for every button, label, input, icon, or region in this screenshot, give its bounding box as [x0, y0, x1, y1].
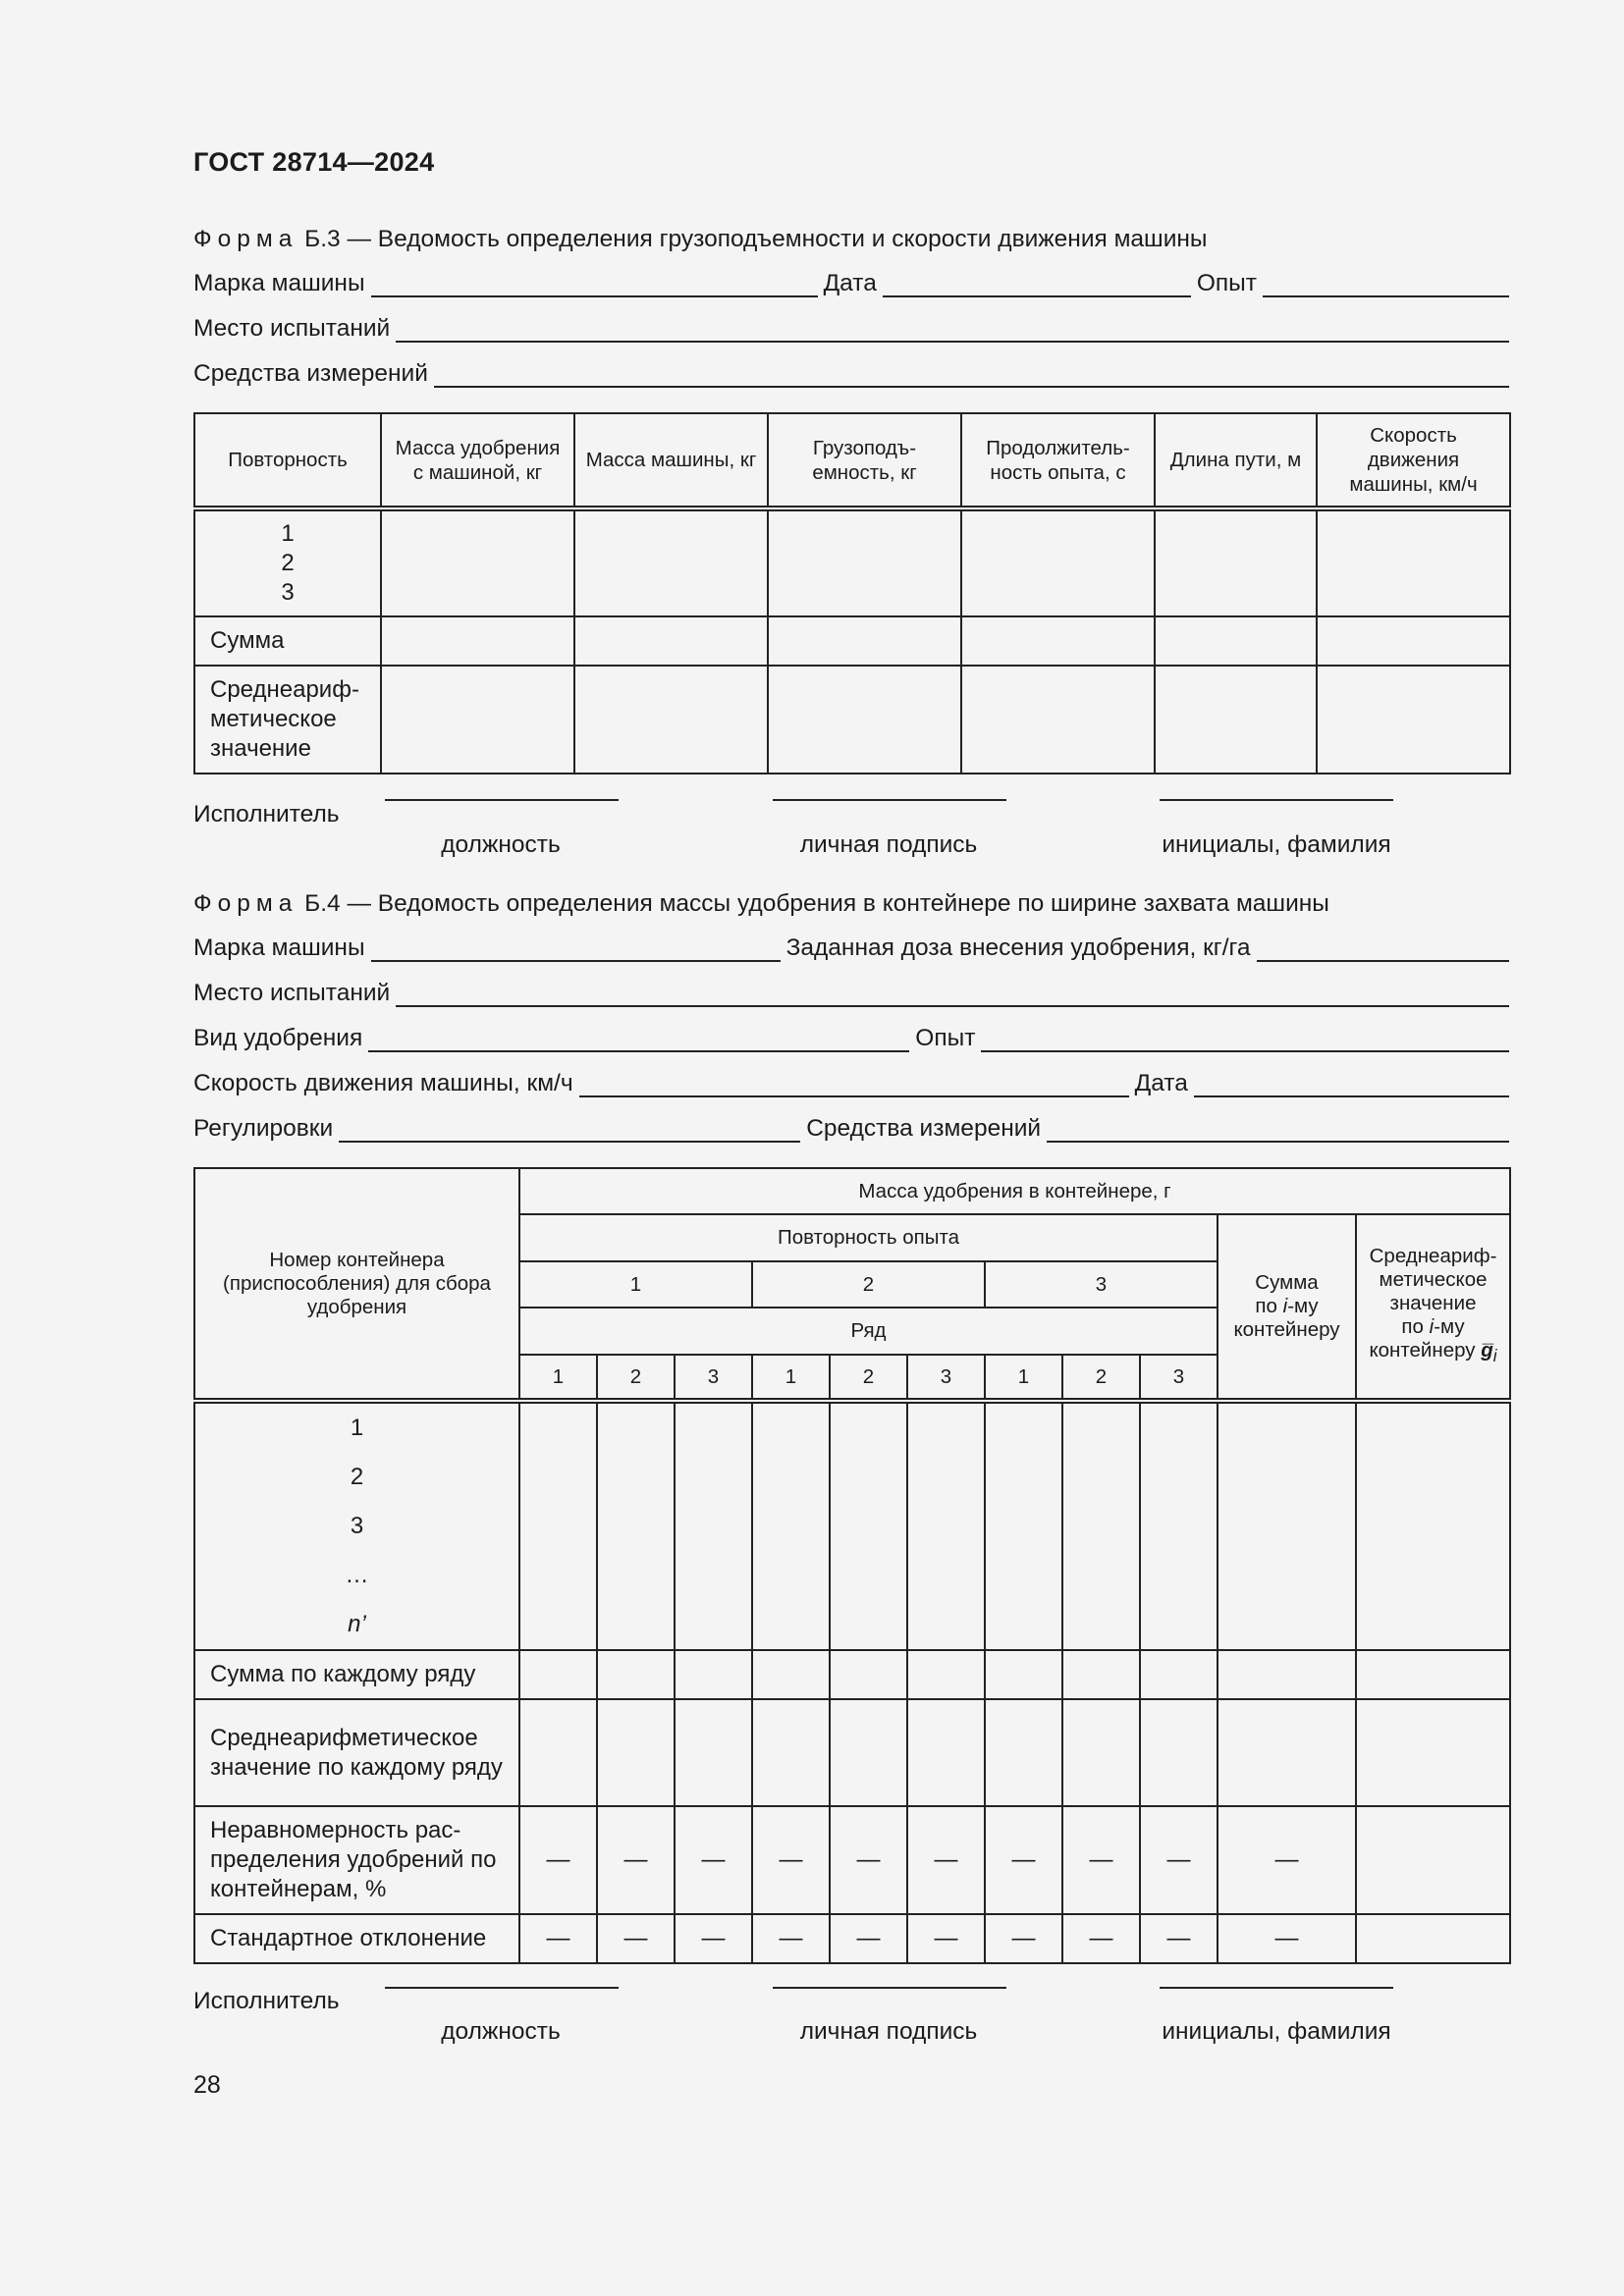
table-row-unevenness [194, 1806, 1510, 1914]
col-header-row-3: 3 [675, 1355, 752, 1401]
dash-cell: — [1062, 1914, 1140, 1963]
table-cell[interactable] [519, 1699, 597, 1806]
dash-cell: — [519, 1914, 597, 1963]
form-b3-table [193, 412, 1511, 774]
table-row-sum [194, 616, 1510, 666]
dash-cell: — [830, 1914, 907, 1963]
row-label-sum: Сумма по каждому ряду [194, 1650, 519, 1699]
table-cell[interactable] [381, 508, 574, 616]
table-cell[interactable] [675, 1401, 752, 1650]
dash-cell: — [675, 1806, 752, 1914]
table-cell[interactable] [1155, 508, 1317, 616]
signature-line-signature[interactable] [773, 799, 1006, 801]
dash-cell: — [830, 1806, 907, 1914]
executor-label: Исполнитель [193, 801, 340, 828]
container-number: n’ [348, 1611, 366, 1637]
col-header-mass: Масса удобрения в контейнере, г [519, 1168, 1510, 1214]
mean-header-suffix: -му контейнеру [1369, 1314, 1476, 1362]
dash-cell: — [752, 1806, 830, 1914]
col-header-repeat-3: 3 [985, 1261, 1218, 1308]
field-speed[interactable] [579, 1072, 1129, 1097]
dash-cell: — [907, 1914, 985, 1963]
table-cell[interactable] [1317, 508, 1510, 616]
col-header-machine-mass: Масса машины, кг [574, 413, 768, 508]
col-header-row: Ряд [519, 1308, 1218, 1355]
col-header-repeats: Повторность опыта [519, 1214, 1218, 1261]
dash-cell: — [597, 1806, 675, 1914]
page-number: 28 [193, 2071, 221, 2099]
table-cell[interactable] [381, 616, 574, 666]
form-b3-caption-prefix: Форма [193, 226, 298, 252]
caption-position: должность [441, 2018, 561, 2045]
table-cell[interactable] [1317, 616, 1510, 666]
label-adjustments: Регулировки [193, 1115, 334, 1142]
field-adjustments[interactable] [339, 1117, 800, 1143]
table-cell[interactable] [597, 1650, 675, 1699]
col-header-mean [1356, 1214, 1510, 1401]
table-cell[interactable] [768, 616, 961, 666]
label-place: Место испытаний [193, 980, 391, 1006]
label-place: Место испытаний [193, 315, 391, 342]
label-speed: Скорость движения машины, км/ч [193, 1070, 573, 1096]
caption-position: должность [441, 831, 561, 858]
col-header-duration: Продолжитель-ность опыта, с [961, 413, 1155, 508]
col-header-speed: Скорость движения машины, км/ч [1317, 413, 1510, 508]
form-b4-row-fert-type [193, 1019, 1509, 1052]
table-cell[interactable] [597, 1699, 675, 1806]
col-header-row-1: 1 [752, 1355, 830, 1401]
signature-line-position[interactable] [385, 1987, 619, 1989]
col-header-row-3: 3 [1140, 1355, 1218, 1401]
dash-cell: — [519, 1806, 597, 1914]
mean-header-po: по [1401, 1314, 1424, 1338]
sum-header-index: i [1282, 1295, 1288, 1317]
table-cell[interactable] [961, 508, 1155, 616]
label-experiment: Опыт [915, 1025, 976, 1051]
label-fert-type: Вид удобрения [193, 1025, 363, 1051]
label-brand: Марка машины [193, 270, 365, 296]
repeat-number: 3 [281, 579, 295, 606]
form-b4-caption [193, 890, 1329, 918]
table-cell[interactable] [1155, 616, 1317, 666]
table-cell[interactable] [519, 1650, 597, 1699]
form-b4-row-brand [193, 929, 1509, 962]
field-date[interactable] [883, 272, 1191, 297]
table-cell[interactable] [597, 1401, 675, 1650]
table-cell[interactable] [752, 1401, 830, 1650]
table-cell[interactable] [985, 1401, 1062, 1650]
table-cell[interactable] [1062, 1699, 1140, 1806]
table-cell[interactable] [381, 666, 574, 774]
repeat-number: 1 [281, 520, 295, 547]
dash-cell: — [675, 1914, 752, 1963]
form-b3-row-instruments [193, 354, 1509, 388]
table-cell[interactable] [675, 1699, 752, 1806]
dash-cell: — [1218, 1914, 1356, 1963]
dash-cell: — [752, 1914, 830, 1963]
caption-name: инициалы, фамилия [1162, 831, 1391, 858]
repeat-numbers-cell [194, 508, 381, 616]
table-cell[interactable] [907, 1650, 985, 1699]
table-cell[interactable] [830, 1699, 907, 1806]
container-number: 2 [350, 1464, 364, 1490]
table-cell[interactable] [1140, 1699, 1218, 1806]
dash-cell: — [985, 1914, 1062, 1963]
col-header-sum [1218, 1214, 1356, 1401]
row-label-unevenness: Неравномерность рас-пределения удобрений по контейнерам, % [194, 1806, 519, 1914]
table-cell[interactable] [768, 508, 961, 616]
label-date: Дата [823, 270, 877, 296]
caption-signature: личная подпись [799, 831, 978, 858]
col-header-capacity: Грузоподъ-емность, кг [768, 413, 961, 508]
row-label-sum: Сумма [194, 616, 381, 666]
table-cell[interactable] [1062, 1401, 1140, 1650]
form-b4-caption-prefix: Форма [193, 890, 298, 917]
row-label-mean: Среднеарифметическое значение по каждому ряду [194, 1699, 519, 1806]
table-cell[interactable] [1155, 666, 1317, 774]
table-cell[interactable] [519, 1401, 597, 1650]
dash-cell: — [907, 1806, 985, 1914]
signature-line-position[interactable] [385, 799, 619, 801]
field-date[interactable] [1194, 1072, 1509, 1097]
table-cell[interactable] [1356, 1914, 1510, 1963]
label-dose: Заданная доза внесения удобрения, кг/га [785, 934, 1251, 961]
table-cell[interactable] [1062, 1650, 1140, 1699]
container-number: 1 [350, 1415, 364, 1441]
table-row-repeats [194, 508, 1510, 616]
col-header-distance: Длина пути, м [1155, 413, 1317, 508]
table-header-row [194, 413, 1510, 508]
table-row-mean [194, 1699, 1510, 1806]
col-header-row-3: 3 [907, 1355, 985, 1401]
table-cell[interactable] [985, 1650, 1062, 1699]
table-cell[interactable] [1218, 1650, 1356, 1699]
table-cell[interactable] [961, 666, 1155, 774]
mean-header-index: i [1429, 1314, 1435, 1338]
form-b3-row-brand [193, 264, 1509, 297]
label-instruments: Средства измерений [806, 1115, 1042, 1142]
table-cell[interactable] [1356, 1806, 1510, 1914]
table-cell[interactable] [1356, 1699, 1510, 1806]
label-instruments: Средства измерений [193, 360, 428, 387]
table-cell[interactable] [574, 508, 768, 616]
col-header-row-2: 2 [1062, 1355, 1140, 1401]
form-b4-caption-text: Б.4 — Ведомость определения массы удобрения в контейнере по ширине захвата машины [298, 890, 1329, 917]
field-experiment[interactable] [981, 1027, 1509, 1052]
label-experiment: Опыт [1196, 270, 1257, 296]
form-b4-row-speed [193, 1064, 1509, 1097]
caption-name: инициалы, фамилия [1162, 2018, 1391, 2045]
col-header-row-2: 2 [830, 1355, 907, 1401]
table-cell[interactable] [752, 1699, 830, 1806]
field-brand[interactable] [371, 936, 781, 962]
table-cell[interactable] [1218, 1401, 1356, 1650]
form-b4-table [193, 1167, 1511, 1964]
dash-cell: — [1140, 1914, 1218, 1963]
col-header-row-1: 1 [519, 1355, 597, 1401]
col-header-container: Номер контейнера (приспособления) для сбора удобрения [194, 1168, 519, 1401]
dash-cell: — [1218, 1806, 1356, 1914]
mean-symbol-sub: i [1492, 1347, 1497, 1366]
dash-cell: — [1062, 1806, 1140, 1914]
field-dose[interactable] [1257, 936, 1509, 962]
table-row-sum [194, 1650, 1510, 1699]
table-row-containers [194, 1401, 1510, 1650]
table-cell[interactable] [1356, 1401, 1510, 1650]
table-cell[interactable] [830, 1401, 907, 1650]
container-number: 3 [350, 1513, 364, 1539]
field-fert-type[interactable] [368, 1027, 909, 1052]
table-header-row [194, 1168, 1510, 1214]
table-cell[interactable] [985, 1699, 1062, 1806]
form-b3-row-place [193, 309, 1509, 343]
table-cell[interactable] [675, 1650, 752, 1699]
table-cell[interactable] [1218, 1699, 1356, 1806]
dash-cell: — [597, 1914, 675, 1963]
form-b3-caption [193, 226, 1208, 253]
table-cell[interactable] [752, 1650, 830, 1699]
table-cell[interactable] [1140, 1650, 1218, 1699]
repeat-number: 2 [281, 550, 295, 576]
container-numbers-cell [194, 1401, 519, 1650]
sum-header-text: Сумма [1255, 1271, 1319, 1294]
field-experiment[interactable] [1263, 272, 1509, 297]
col-header-mass-with-machine: Масса удобрения с машиной, кг [381, 413, 574, 508]
table-cell[interactable] [907, 1699, 985, 1806]
sum-header-suffix: -му контейнеру [1233, 1295, 1340, 1341]
executor-label: Исполнитель [193, 1988, 340, 2014]
table-cell[interactable] [907, 1401, 985, 1650]
col-header-repeat: Повторность [194, 413, 381, 508]
table-cell[interactable] [768, 666, 961, 774]
label-date: Дата [1134, 1070, 1188, 1096]
table-cell[interactable] [961, 616, 1155, 666]
mean-header-text: Среднеариф-метическое значение [1369, 1244, 1497, 1314]
table-cell[interactable] [1140, 1401, 1218, 1650]
dash-cell: — [985, 1806, 1062, 1914]
sum-header-po: по [1255, 1295, 1277, 1317]
table-cell[interactable] [574, 616, 768, 666]
field-brand[interactable] [371, 272, 818, 297]
field-place[interactable] [396, 317, 1509, 343]
mean-symbol-g: g̅ [1481, 1338, 1493, 1362]
signature-line-name[interactable] [1160, 799, 1393, 801]
dash-cell: — [1140, 1806, 1218, 1914]
form-b4-row-adjustments [193, 1109, 1509, 1143]
document-id: ГОСТ 28714—2024 [193, 147, 435, 177]
col-header-repeat-1: 1 [519, 1261, 752, 1308]
signature-line-signature[interactable] [773, 1987, 1006, 1989]
container-number: … [345, 1562, 369, 1588]
field-instruments[interactable] [434, 362, 1509, 388]
signature-line-name[interactable] [1160, 1987, 1393, 1989]
field-place[interactable] [396, 982, 1509, 1007]
col-header-row-1: 1 [985, 1355, 1062, 1401]
field-instruments[interactable] [1047, 1117, 1509, 1143]
table-cell[interactable] [1356, 1650, 1510, 1699]
table-row-mean [194, 666, 1510, 774]
table-cell[interactable] [830, 1650, 907, 1699]
row-label-std: Стандартное отклонение [194, 1914, 519, 1963]
row-label-mean: Среднеариф-метическое значение [194, 666, 381, 774]
col-header-repeat-2: 2 [752, 1261, 985, 1308]
form-b3-caption-text: Б.3 — Ведомость определения грузоподъемности и скорости движения машины [298, 226, 1208, 252]
col-header-row-2: 2 [597, 1355, 675, 1401]
caption-signature: личная подпись [799, 2018, 978, 2045]
table-cell[interactable] [574, 666, 768, 774]
label-brand: Марка машины [193, 934, 365, 961]
table-row-std [194, 1914, 1510, 1963]
form-b4-row-place [193, 974, 1509, 1007]
table-cell[interactable] [1317, 666, 1510, 774]
